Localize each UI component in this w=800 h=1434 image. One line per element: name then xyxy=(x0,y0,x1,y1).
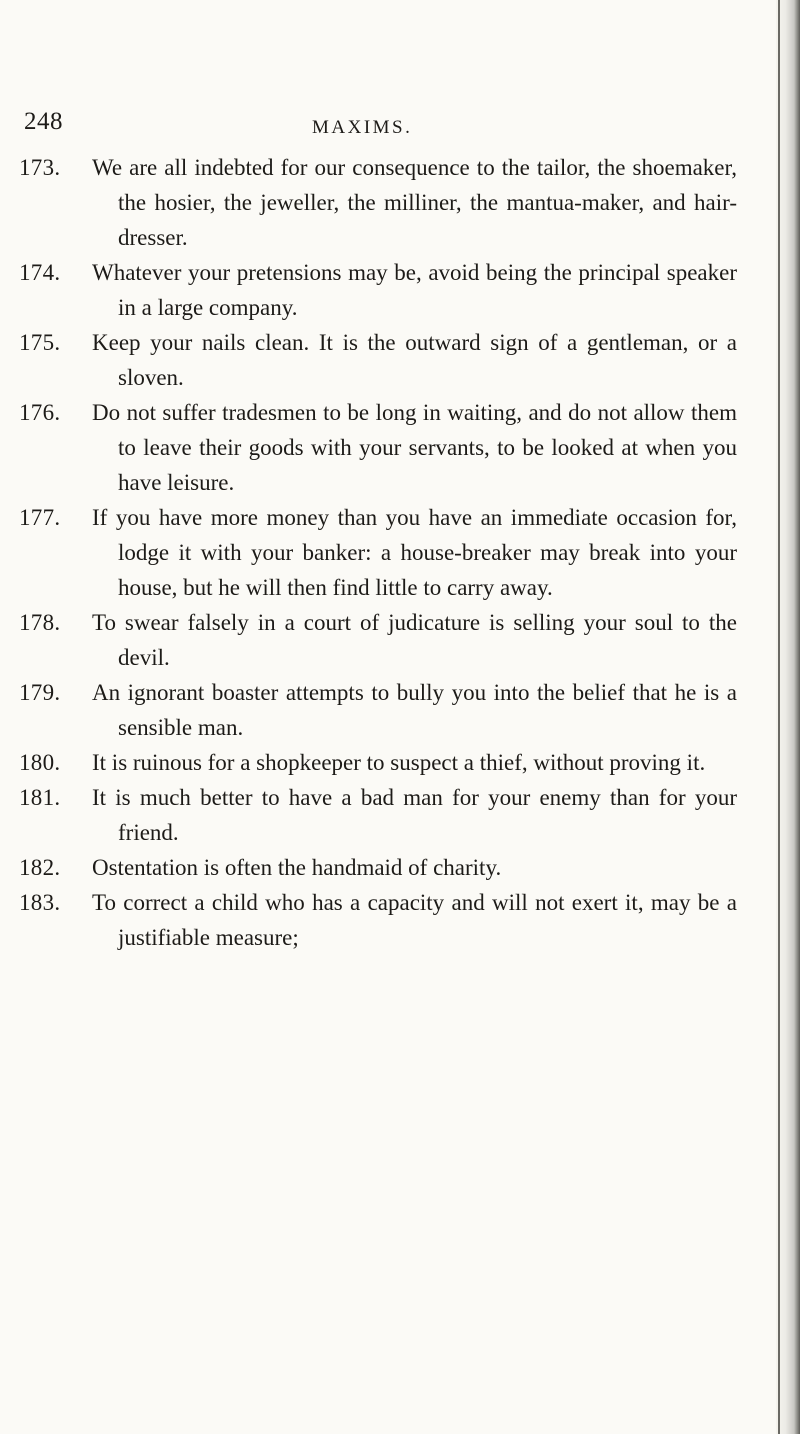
maxim-number: 173. xyxy=(19,155,61,180)
maxim-181 xyxy=(0,780,780,850)
maxim-text: To correct a child who has a capacity and will not exert it, may be a justifiable measure; xyxy=(92,890,737,950)
maxim-number: 180. xyxy=(19,750,61,775)
maxim-175 xyxy=(0,325,780,395)
maxim-183 xyxy=(0,885,780,955)
maxim-text: If you have more money than you have an immediate occasion for, lodge it with your banker: a house-breaker may break into your house, but he will then find little to carry away. xyxy=(92,505,737,600)
maxim-180 xyxy=(0,745,780,780)
maxim-number: 183. xyxy=(19,890,61,915)
maxim-number: 174. xyxy=(19,260,61,285)
maxim-182 xyxy=(0,850,780,885)
maxim-number: 179. xyxy=(19,680,61,705)
maxim-176 xyxy=(0,395,780,500)
maxim-text: An ignorant boaster attempts to bully you into the belief that he is a sensible man. xyxy=(92,680,737,740)
maxim-174 xyxy=(0,255,780,325)
maxim-text: We are all indebted for our consequence to the tailor, the shoemaker, the hosier, the jeweller, the milliner, the mantua-maker, and hair-dresser. xyxy=(92,155,737,250)
maxim-number: 182. xyxy=(19,855,61,880)
maxim-number: 177. xyxy=(19,505,61,530)
running-head: MAXIMS. xyxy=(312,117,413,138)
maxim-173 xyxy=(0,150,780,255)
maxim-text: It is much better to have a bad man for your enemy than for your friend. xyxy=(92,785,737,845)
maxim-text: Keep your nails clean. It is the outward sign of a gentleman, or a sloven. xyxy=(92,330,737,390)
maxims-list xyxy=(0,150,780,955)
maxim-number: 176. xyxy=(19,400,61,425)
maxim-number: 175. xyxy=(19,330,61,355)
page-header xyxy=(0,108,780,148)
maxim-text: It is ruinous for a shopkeeper to suspect a thief, without proving it. xyxy=(92,750,706,775)
maxim-text: Do not suffer tradesmen to be long in waiting, and do not allow them to leave their goods with your servants, to be looked at when you have leisure. xyxy=(92,400,737,495)
page-number: 248 xyxy=(24,108,63,135)
maxim-number: 178. xyxy=(19,610,61,635)
maxim-text: To swear falsely in a court of judicature is selling your soul to the devil. xyxy=(92,610,737,670)
maxim-number: 181. xyxy=(19,785,61,810)
maxim-text: Whatever your pretensions may be, avoid being the principal speaker in a large company. xyxy=(92,260,737,320)
maxim-text: Ostentation is often the handmaid of charity. xyxy=(92,855,502,880)
maxim-177 xyxy=(0,500,780,605)
maxim-178 xyxy=(0,605,780,675)
maxim-179 xyxy=(0,675,780,745)
